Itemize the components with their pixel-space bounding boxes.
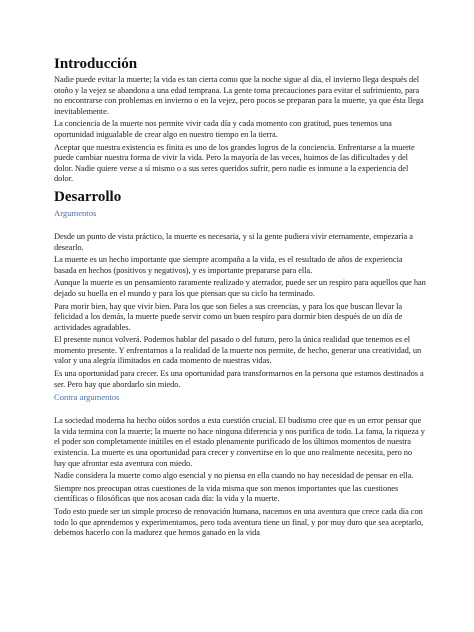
document-body (54, 56, 426, 539)
intro-paragraph: Aceptar que nuestra existencia es finita es uno de los grandes logros de la conciencia. Enfrentarse a la muerte puede cambiar nuestra forma de vivir la vida. Pero la mayoría de las veces, huimos de las dificultades y del dolor. Nadie quiere verse a sí mismo o a sus seres queridos sufrir, pero nadie es inmune a la experiencia del dolor. (54, 142, 415, 184)
argument-paragraph: El presente nunca volverá. Podemos hablar del pasado o del futuro, pero la única realidad que tenemos es el momento presente. Y enfrentarnos a la realidad de la muerte nos permite, de hecho, generar una creatividad, un valor y una alegría ilimitados en cada momento de nuestras vidas. (54, 335, 422, 366)
intro-heading: Introducción (54, 56, 138, 72)
counter-arguments-subheading: Contra argumentos (54, 392, 120, 403)
intro-paragraph: Nadie puede evitar la muerte; la vida es tan cierta como que la noche sigue al día, el invierno llega después del otoño y la vejez se abandona a una edad temprana. La gente toma precauciones para evitar el sufrimiento, para no encontrarse con problemas en invierno o en la vejez, pero pocos se preparan para la muerte, ya que ésta llega inevitablemente. (54, 75, 424, 116)
argument-paragraph: Es una oportunidad para crecer. Es una oportunidad para transformarnos en la persona que estamos destinados a ser. Pero hay que abordarlo sin miedo. (54, 369, 424, 389)
argument-paragraph: Desde un punto de vista práctico, la muerte es necesaria, y si la gente pudiera vivir eternamente, empezaría a desearlo. (54, 231, 413, 252)
argument-paragraph: Aunque la muerte es un pensamiento raramente realizado y aterrador, puede ser un respiro para aquellos que han dejado su huella en el mundo y para los que piensan que su ciclo ha terminado. (54, 278, 426, 298)
intro-paragraph: La conciencia de la muerte nos permite vivir cada día y cada momento con gratitud, pues tenemos una oportunidad inigualable de crear algo en nuestro tiempo en la tierra. (54, 119, 392, 139)
argument-paragraph: La muerte es un hecho importante que siempre acompaña a la vida, es el resultado de años de experiencia basada en hechos (positivos y negativos), y es importante prepararse para ella. (54, 255, 403, 275)
counter-argument-paragraph: Nadie considera la muerte como algo esencial y no piensa en ella cuando no hay necesidad de pensar en ella. (54, 471, 414, 481)
argument-paragraph: Para morir bien, hay que vivir bien. Para los que son fieles a sus creencias, y para los que buscan llevar la felicidad a los demás, la muerte puede servir como un buen respiro para dormir bien después de un día de actividades agradables. (54, 301, 403, 332)
arguments-subheading: Argumentos (54, 207, 97, 218)
counter-argument-paragraph: La sociedad moderna ha hecho oídos sordos a esta cuestión crucial. El budismo cree que es un error pensar que la vida termina con la muerte; la muerte no hace ninguna diferencia y nos purifica de todo. La fama, la riqueza y el poder son completamente inútiles en el estado plenamente purificado de los últimos momentos de nuestra existencia. La muerte es una oportunidad para crecer y convertirse en lo que uno realmente necesita, pero no hay que afrontar esta aventura con miedo. (54, 416, 425, 468)
development-heading: Desarrollo (54, 188, 122, 205)
counter-argument-paragraph: Todo esto puede ser un simple proceso de renovación humana, nacemos en una aventura que crece cada día con todo lo que aprendemos y experimentamos, pero toda aventura tiene un final, y por muy duro que sea aceptarlo, debemos hacerlo con la madurez que hemos ganado en la vida (54, 507, 424, 538)
counter-argument-paragraph: Siempre nos preocupan otras cuestiones de la vida misma que son menos importantes que las cuestiones científicas o filosóficas que nos acosan cada día: la vida y la muerte. (54, 483, 399, 504)
